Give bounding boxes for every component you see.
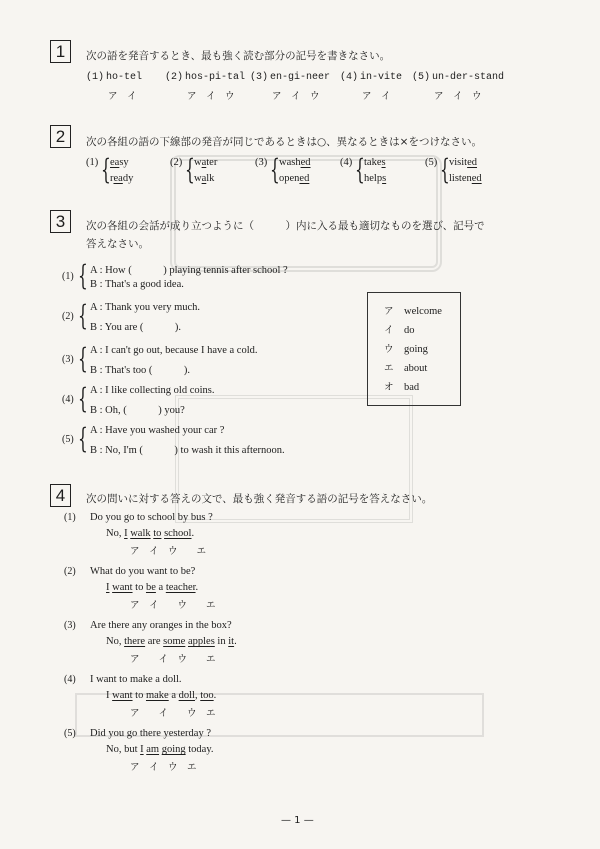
q4-question: Did you go there yesterday ?	[90, 728, 212, 739]
q3-item-label: (1)	[62, 271, 74, 282]
q1-item-label: (4)	[340, 72, 359, 83]
q4-kana: ア イ ウ エ	[130, 546, 207, 557]
q4-answer-word-underlined: I	[140, 744, 144, 755]
q4-answer	[106, 744, 214, 755]
q4-answer	[106, 690, 216, 701]
q4-instruction: 次の問いに対する答えの文で、最も強く発音する語の記号を答えなさい。	[86, 493, 433, 505]
q2-word-top-underlined: a	[201, 157, 207, 168]
q3-item-label: (2)	[62, 311, 74, 322]
choice-kana: イ	[384, 325, 394, 336]
q1-item-kana: ア イ	[108, 91, 137, 102]
q2-word-bottom-underlined: a	[201, 173, 207, 184]
q4-item-label: (3)	[64, 620, 76, 631]
q2-word-bottom	[279, 173, 309, 184]
q4-answer-text: No, but	[106, 744, 141, 755]
q1-item-kana: ア イ ウ	[434, 91, 482, 102]
q3-brace: {	[78, 299, 88, 332]
q4-answer-word-underlined: teacher	[165, 582, 196, 593]
q4-kana: ア イ ウ エ	[130, 600, 216, 611]
q4-answer-word-underlined: want	[112, 582, 133, 593]
q4-question: Do you go to school by bus ?	[90, 512, 213, 523]
choice-item	[384, 379, 419, 393]
q2-brace: {	[355, 153, 365, 186]
question-number-2: 2	[50, 125, 71, 148]
q4-answer-text: .	[195, 582, 199, 593]
q2-word-top	[110, 157, 129, 168]
q3-line-a: A : I like collecting old coins.	[90, 385, 215, 396]
q4-answer-word-underlined: make	[145, 690, 169, 701]
q2-word-top-pre: wash	[279, 157, 301, 168]
q2-word-top-underlined: ed	[300, 157, 311, 168]
q2-brace: {	[185, 153, 195, 186]
q4-item-label: (5)	[64, 728, 76, 739]
q2-brace: {	[270, 153, 280, 186]
q3-line-b: B : Oh, ( ) you?	[90, 405, 185, 416]
q3-line-a: A : Have you washed your car ?	[90, 425, 225, 436]
q2-word-bottom-pre: r	[110, 173, 114, 184]
q1-item-label: (3)	[250, 72, 269, 83]
choice-kana: オ	[384, 382, 394, 393]
q3-line-a: A : How ( ) playing tennis after school ?	[90, 265, 288, 276]
q4-answer-text: today.	[185, 744, 214, 755]
q2-word-top	[279, 157, 311, 168]
q4-answer-word-underlined: school	[164, 528, 192, 539]
page-number: — 1 —	[281, 815, 314, 826]
question-number-3: 3	[50, 210, 71, 233]
q2-word-bottom-pre: w	[194, 173, 202, 184]
q4-answer	[106, 636, 237, 647]
q2-item-label: (5)	[425, 157, 438, 168]
q2-brace: {	[101, 153, 111, 186]
q4-answer-word-underlined: I	[106, 582, 110, 593]
q4-kana: ア イ ウ エ	[130, 708, 216, 719]
q4-answer	[106, 582, 198, 593]
q4-answer-word-underlined: apples	[187, 636, 215, 647]
q4-item-label: (2)	[64, 566, 76, 577]
q3-line-a: A : Thank you very much.	[90, 302, 201, 313]
q3-instruction-line1: 次の各組の会話が成り立つように（ ）内に入る最も適切なものを選び、記号で	[86, 220, 485, 232]
q4-answer-text: a	[155, 582, 166, 593]
choice-kana: ウ	[384, 344, 394, 355]
q2-word-bottom-underlined: ed	[471, 173, 482, 184]
q3-line-b: B : You are ( ).	[90, 322, 181, 333]
q4-question: I want to make a doll.	[90, 674, 182, 685]
q3-choices-box	[367, 292, 461, 406]
q2-word-top	[364, 157, 386, 168]
q2-item-label: (4)	[340, 157, 353, 168]
q1-item-label: (1)	[86, 72, 105, 83]
choice-word: do	[404, 325, 415, 336]
choice-item	[384, 341, 428, 355]
q2-word-bottom-underlined: s	[382, 173, 387, 184]
q2-word-top-pre: visit	[449, 157, 468, 168]
q2-word-bottom-pre: listen	[449, 173, 472, 184]
q4-answer-text: No,	[106, 636, 125, 647]
choice-item	[384, 360, 427, 374]
q2-word-top-underlined: ed	[467, 157, 478, 168]
q1-item-kana: ア イ	[362, 91, 391, 102]
choice-word: about	[404, 363, 428, 374]
choice-item	[384, 303, 442, 317]
choice-word: welcome	[404, 306, 442, 317]
q4-answer-text: No,	[106, 528, 125, 539]
q4-kana: ア イ ウ エ	[130, 762, 197, 773]
q4-answer	[106, 528, 194, 539]
q1-item-word: ho-tel	[106, 72, 143, 83]
q2-word-bottom-post: lk	[206, 173, 215, 184]
q1-item-word: un-der-stand	[432, 72, 505, 83]
q4-item-label: (4)	[64, 674, 76, 685]
q4-question: What do you want to be?	[90, 566, 196, 577]
q3-line-b: B : That's a good idea.	[90, 279, 184, 290]
q4-question: Are there any oranges in the box?	[90, 620, 232, 631]
q4-item-label: (1)	[64, 512, 76, 523]
q3-brace: {	[78, 422, 88, 455]
q2-instruction: 次の各組の語の下線部の発音が同じであるときは○、異なるときは×をつけなさい。	[86, 136, 482, 148]
choice-item	[384, 322, 415, 336]
choice-kana: エ	[384, 363, 394, 374]
q4-answer-text: I	[106, 690, 113, 701]
q2-item-label: (3)	[255, 157, 268, 168]
q4-answer-word-underlined: too	[200, 690, 214, 701]
choice-word: going	[404, 344, 428, 355]
q2-word-bottom	[364, 173, 386, 184]
q3-instruction-line2: 答えなさい。	[86, 238, 149, 250]
choice-word: bad	[404, 382, 420, 393]
q3-item-label: (3)	[62, 354, 74, 365]
q2-word-top	[449, 157, 477, 168]
q1-item-word: hos-pi-tal	[185, 72, 246, 83]
q3-brace: {	[78, 259, 88, 292]
q1-item-label: (5)	[412, 72, 431, 83]
q4-answer-word-underlined: be	[145, 582, 156, 593]
q4-answer-text: to	[132, 582, 146, 593]
question-number-1: 1	[50, 40, 71, 63]
q1-item-kana: ア イ ウ	[272, 91, 320, 102]
q2-word-bottom-post: dy	[122, 173, 134, 184]
q4-answer-text: to	[132, 690, 146, 701]
q4-answer-text: .	[213, 690, 217, 701]
q4-answer-text: a	[168, 690, 179, 701]
choice-kana: ア	[384, 306, 394, 317]
q4-answer-word-underlined: some	[163, 636, 186, 647]
q4-answer-word-underlined: am	[146, 744, 160, 755]
q3-line-a: A : I can't go out, because I have a cold.	[90, 345, 258, 356]
q2-item-label: (2)	[170, 157, 183, 168]
question-number-4: 4	[50, 484, 71, 507]
q2-word-top-post: sy	[119, 157, 129, 168]
q2-word-top-underlined: ea	[110, 157, 120, 168]
q2-item-label: (1)	[86, 157, 99, 168]
q4-answer-word-underlined: going	[161, 744, 186, 755]
q4-answer-word-underlined: I	[124, 528, 128, 539]
q4-answer-text: .	[234, 636, 237, 647]
q3-item-label: (4)	[62, 394, 74, 405]
q3-line-b: B : No, I'm ( ) to wash it this afternoon.	[90, 445, 285, 456]
q2-word-bottom	[449, 173, 482, 184]
q2-word-bottom-pre: help	[364, 173, 383, 184]
q2-brace: {	[440, 153, 450, 186]
q2-word-bottom	[110, 173, 133, 184]
q1-instruction: 次の語を発音するとき、最も強く読む部分の記号を書きなさい。	[86, 50, 391, 62]
q1-item-kana: ア イ ウ	[187, 91, 235, 102]
q4-kana: ア イ ウ エ	[130, 654, 216, 665]
q2-word-bottom	[194, 173, 214, 184]
q4-answer-text: are	[145, 636, 164, 647]
q4-answer-word-underlined: to	[153, 528, 162, 539]
q4-answer-text: ,	[194, 690, 201, 701]
q2-word-top	[194, 157, 217, 168]
q3-item-label: (5)	[62, 434, 74, 445]
q2-word-bottom-pre: open	[279, 173, 300, 184]
q1-item-word: en-gi-neer	[270, 72, 331, 83]
q4-answer-word-underlined: doll	[178, 690, 195, 701]
q4-answer-word-underlined: there	[124, 636, 146, 647]
q4-answer-word-underlined: walk	[130, 528, 151, 539]
q4-answer-word-underlined: want	[112, 690, 133, 701]
q2-word-top-pre: take	[364, 157, 382, 168]
q3-brace: {	[78, 342, 88, 375]
q2-word-bottom-underlined: ea	[113, 173, 123, 184]
q3-line-b: B : That's too ( ).	[90, 365, 190, 376]
q4-answer-word-underlined: it	[228, 636, 235, 647]
q4-answer-text: .	[191, 528, 195, 539]
q2-word-bottom-underlined: ed	[299, 173, 310, 184]
q1-item-word: in-vite	[360, 72, 403, 83]
q1-item-label: (2)	[165, 72, 184, 83]
q4-answer-text: in	[214, 636, 229, 647]
q3-brace: {	[78, 382, 88, 415]
q2-word-top-underlined: s	[381, 157, 386, 168]
q2-word-top-post: ter	[206, 157, 218, 168]
q2-word-top-pre: w	[194, 157, 202, 168]
